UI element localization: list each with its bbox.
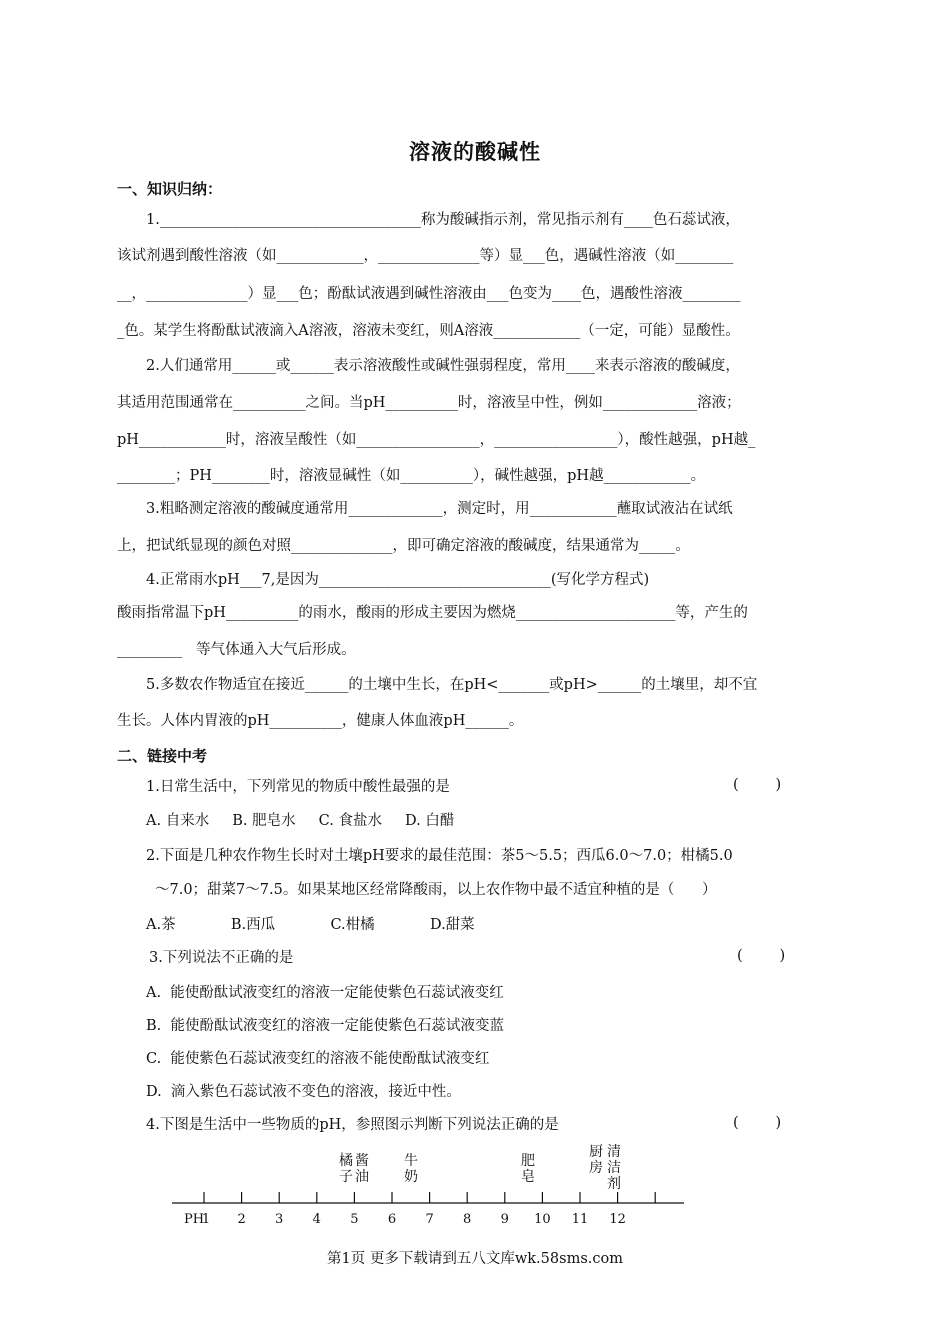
text-line: 生长。人体内胃液的pH__________，健康人体血液pH______。 <box>117 713 524 729</box>
option-item: D. 滴入紫色石蕊试液不变色的溶液，接近中性。 <box>146 1084 461 1100</box>
substance-label-char: 肥 <box>521 1153 535 1169</box>
text-line: 2.人们通常用______或______表示溶液酸性或碱性强弱程度，常用____来表示溶液的酸碱度， <box>146 358 740 374</box>
ph-tick-label: 6 <box>387 1212 397 1227</box>
answer-bracket: ( ) <box>737 948 786 964</box>
substance-label-char: 剂 <box>607 1176 621 1192</box>
text-line: pH____________时，溶液呈酸性（如_________________，_________________），酸性越强，pH越_ <box>117 432 756 448</box>
substance-label <box>607 1144 621 1192</box>
answer-bracket: ( ) <box>733 1115 782 1131</box>
substance-label-char: 油 <box>355 1169 369 1185</box>
substance-label <box>355 1152 369 1185</box>
text-line: 3.粗略测定溶液的酸碱度通常用_____________，测定时，用____________蘸取试液沾在试纸 <box>146 501 733 517</box>
ph-tick-label: 9 <box>500 1212 509 1227</box>
substance-label-char: 皂 <box>521 1169 535 1185</box>
ph-tick-label: 4 <box>312 1212 321 1227</box>
question-stem: 2.下面是几种农作物生长时对土壤pH要求的最佳范围：茶5～5.5；西瓜6.0～7.0；柑橘5.0 <box>146 848 733 864</box>
substance-label <box>339 1152 353 1185</box>
question-stem: 4.下图是生活中一些物质的pH，参照图示判断下列说法正确的是 <box>146 1117 559 1133</box>
substance-label-char: 厨 <box>589 1144 603 1160</box>
question-stem: 3.下列说法不正确的是 <box>149 950 294 966</box>
ph-tick-label: 1 <box>201 1212 211 1227</box>
ph-tick-label: 10 <box>534 1212 551 1227</box>
ph-tick-label: 12 <box>609 1212 626 1227</box>
answer-bracket: ( ) <box>733 777 782 793</box>
ph-tick-label: 7 <box>425 1212 434 1227</box>
substance-label-char: 子 <box>339 1169 353 1185</box>
substance-label-char: 清 <box>607 1144 621 1160</box>
substance-label-char: 洁 <box>607 1160 621 1176</box>
ph-tick-label: 11 <box>571 1212 589 1227</box>
page-title: 溶液的酸碱性 <box>409 140 541 164</box>
substance-label-char: 牛 <box>404 1153 418 1169</box>
text-line: 5.多数农作物适宜在接近______的土壤中生长，在pH<_______或pH>______的土壤里，却不宜 <box>146 677 758 693</box>
text-line: 1.____________________________________称为酸碱指示剂，常见指示剂有____色石蕊试液， <box>146 212 740 228</box>
substance-label-char: 酱 <box>355 1153 369 1169</box>
ph-tick-label: 5 <box>350 1212 359 1227</box>
ph-tick-label: 3 <box>275 1212 284 1227</box>
ph-tick-label: 2 <box>237 1212 246 1227</box>
question-options: A.茶 B.西瓜 C.柑橘 D.甜菜 <box>146 917 475 933</box>
substance-label-char: 橘 <box>339 1153 353 1169</box>
substance-label <box>404 1152 418 1185</box>
question-stem: 1.日常生活中，下列常见的物质中酸性最强的是 <box>146 779 450 795</box>
option-item: B. 能使酚酞试液变红的溶液一定能使紫色石蕊试液变蓝 <box>146 1018 504 1034</box>
question-options: A. 自来水 B. 肥皂水 C. 食盐水 D. 白醋 <box>146 813 455 829</box>
substance-label <box>521 1153 535 1185</box>
option-item: C. 能使紫色石蕊试液变红的溶液不能使酚酞试液变红 <box>146 1051 490 1067</box>
section-heading-exam: 二、链接中考 <box>117 747 208 765</box>
text-line: 其适用范围通常在__________之间。当pH__________时，溶液呈中性，例如_____________溶液； <box>117 395 741 411</box>
question-stem: ～7.0；甜菜7～7.5。如果某地区经常降酸雨，以上农作物中最不适宜种植的是（ ） <box>155 882 717 898</box>
text-line: ________；PH________时，溶液显碱性（如__________），碱性越强，pH越____________。 <box>117 468 706 484</box>
substance-label-char: 房 <box>589 1160 603 1176</box>
text-line: _色。某学生将酚酞试液滴入A溶液，溶液未变红，则A溶液____________（一定，可能）显酸性。 <box>117 323 740 339</box>
option-item: A. 能使酚酞试液变红的溶液一定能使紫色石蕊试液变红 <box>146 985 504 1001</box>
substance-label-char: 奶 <box>404 1169 418 1185</box>
ph-axis-label: PH <box>184 1212 205 1227</box>
page-footer: 第1页 更多下载请到五八文库wk.58sms.com <box>327 1251 623 1267</box>
substance-label <box>589 1144 603 1176</box>
text-line: 酸雨指常温下pH__________的雨水，酸雨的形成主要因为燃烧______________________等，产生的 <box>117 605 748 621</box>
section-heading-knowledge: 一、知识归纳： <box>117 180 223 198</box>
text-line: __，______________）显___色；酚酞试液遇到碱性溶液由___色变为____色，遇酸性溶液________ <box>117 286 741 302</box>
text-line: _________ 等气体通入大气后形成。 <box>117 642 356 658</box>
text-line: 该试剂遇到酸性溶液（如____________，______________等）显___色，遇碱性溶液（如________ <box>117 248 734 264</box>
text-line: 上，把试纸显现的颜色对照______________，即可确定溶液的酸碱度，结果通常为_____。 <box>117 538 690 554</box>
ph-tick-label: 8 <box>463 1212 472 1227</box>
text-line: 4.正常雨水pH___7,是因为________________________________(写化学方程式) <box>146 572 650 588</box>
